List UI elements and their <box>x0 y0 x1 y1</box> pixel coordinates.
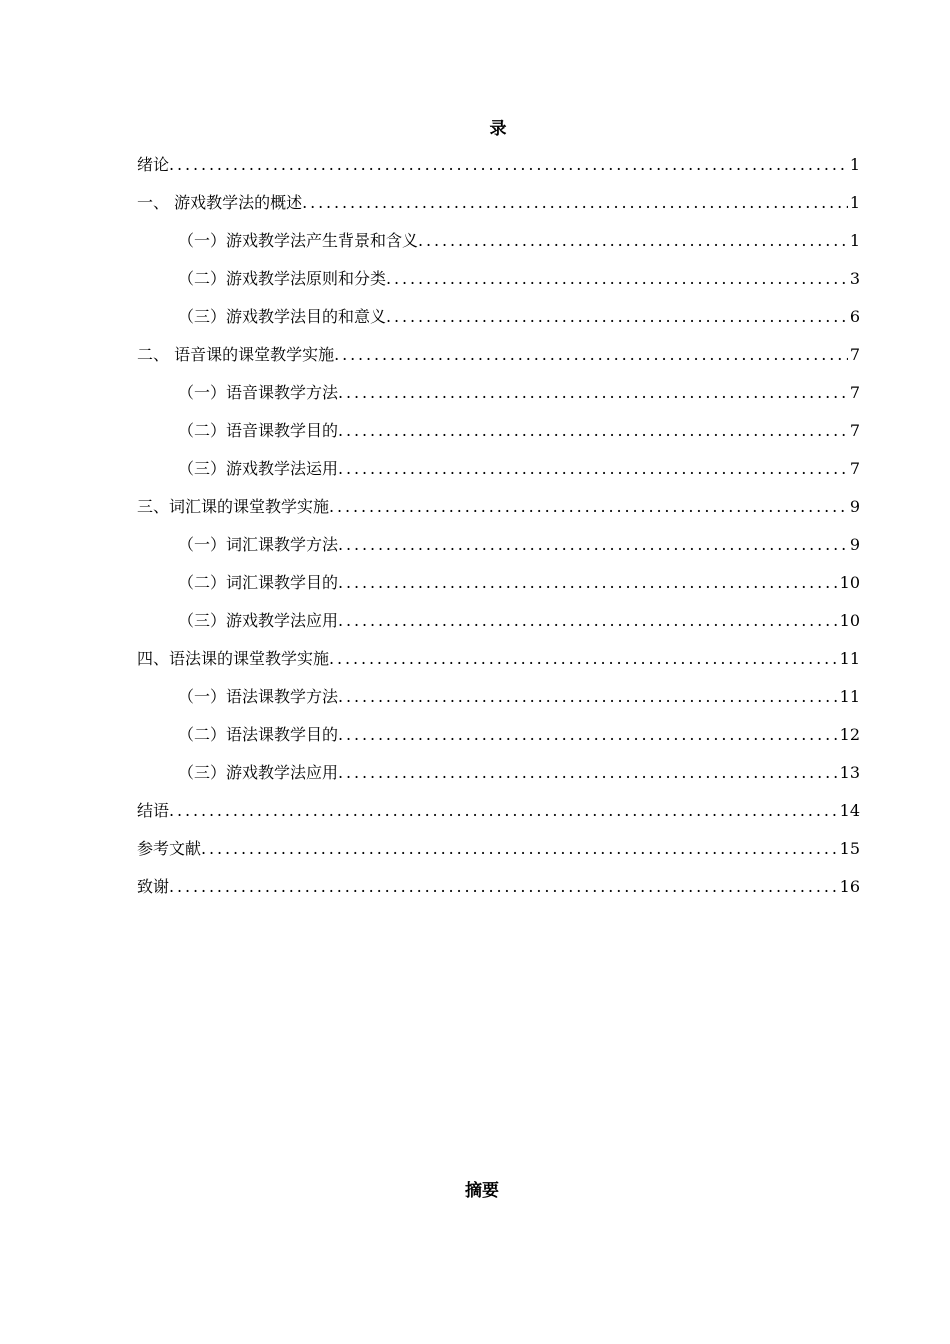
toc-entry-page: 1 <box>849 193 860 212</box>
toc-dot-leader <box>338 602 838 640</box>
toc-entry[interactable] <box>137 222 860 260</box>
toc-entry-label: 绪论 <box>137 155 170 174</box>
toc-dot-leader <box>338 716 838 754</box>
toc-entry[interactable] <box>137 602 860 640</box>
toc-entry[interactable] <box>137 868 860 906</box>
toc-entry[interactable] <box>137 716 860 754</box>
toc-dot-leader <box>338 678 838 716</box>
toc-entry-label: （三）游戏教学法应用 <box>178 763 339 782</box>
toc-entry-label: 致谢 <box>137 877 170 896</box>
toc-dot-leader <box>338 450 848 488</box>
toc-entry[interactable] <box>137 336 860 374</box>
toc-entry-page: 10 <box>839 611 860 630</box>
table-of-contents <box>137 146 860 906</box>
toc-dot-leader <box>169 792 838 830</box>
toc-entry-page: 14 <box>839 801 860 820</box>
toc-entry-page: 12 <box>839 725 860 744</box>
toc-entry-page: 3 <box>849 269 860 288</box>
toc-entry[interactable] <box>137 564 860 602</box>
toc-entry-label: 参考文献 <box>137 839 202 858</box>
toc-dot-leader <box>338 526 848 564</box>
toc-dot-leader <box>169 146 848 184</box>
toc-entry[interactable] <box>137 184 860 222</box>
toc-dot-leader <box>386 298 848 336</box>
toc-entry-page: 13 <box>839 763 860 782</box>
toc-entry-page: 9 <box>849 535 860 554</box>
toc-dot-leader <box>338 412 848 450</box>
toc-entry-label: 一、 游戏教学法的概述 <box>137 193 303 212</box>
toc-entry-page: 7 <box>849 383 860 402</box>
toc-entry-label: 二、 语音课的课堂教学实施 <box>137 345 335 364</box>
toc-entry-label: （三）游戏教学法目的和意义 <box>178 307 387 326</box>
toc-entry-page: 7 <box>849 345 860 364</box>
toc-dot-leader <box>418 222 848 260</box>
toc-dot-leader <box>386 260 848 298</box>
toc-entry-label: （一）语法课教学方法 <box>178 687 339 706</box>
toc-entry-label: （三）游戏教学法应用 <box>178 611 339 630</box>
toc-dot-leader <box>201 830 838 868</box>
toc-entry-page: 15 <box>839 839 860 858</box>
toc-entry-label: （一）游戏教学法产生背景和含义 <box>178 231 419 250</box>
toc-dot-leader <box>329 488 848 526</box>
toc-entry-label: 四、语法课的课堂教学实施 <box>137 649 330 668</box>
toc-dot-leader <box>329 640 838 678</box>
abstract-heading: 摘要 <box>465 1181 499 1201</box>
toc-entry[interactable] <box>137 640 860 678</box>
toc-entry-page: 9 <box>849 497 860 516</box>
toc-entry-page: 11 <box>839 649 860 668</box>
toc-entry-page: 1 <box>849 155 860 174</box>
toc-title: 录 <box>489 119 507 139</box>
toc-entry-page: 11 <box>839 687 860 706</box>
toc-entry-page: 7 <box>849 421 860 440</box>
toc-dot-leader <box>338 374 848 412</box>
toc-entry[interactable] <box>137 830 860 868</box>
toc-entry-page: 16 <box>839 877 860 896</box>
toc-entry[interactable] <box>137 526 860 564</box>
toc-entry-page: 1 <box>849 231 860 250</box>
toc-entry[interactable] <box>137 488 860 526</box>
toc-entry-label: （三）游戏教学法运用 <box>178 459 339 478</box>
toc-entry-label: （二）词汇课教学目的 <box>178 573 339 592</box>
toc-entry[interactable] <box>137 374 860 412</box>
toc-entry[interactable] <box>137 792 860 830</box>
toc-entry[interactable] <box>137 450 860 488</box>
toc-dot-leader <box>169 868 838 906</box>
toc-dot-leader <box>302 184 848 222</box>
toc-entry-label: （一）词汇课教学方法 <box>178 535 339 554</box>
toc-entry[interactable] <box>137 678 860 716</box>
toc-entry-label: （一）语音课教学方法 <box>178 383 339 402</box>
toc-entry[interactable] <box>137 146 860 184</box>
toc-entry-label: （二）语法课教学目的 <box>178 725 339 744</box>
toc-entry[interactable] <box>137 298 860 336</box>
toc-entry[interactable] <box>137 412 860 450</box>
toc-entry[interactable] <box>137 260 860 298</box>
toc-entry-label: 三、词汇课的课堂教学实施 <box>137 497 330 516</box>
toc-dot-leader <box>334 336 848 374</box>
toc-entry-page: 10 <box>839 573 860 592</box>
toc-entry[interactable] <box>137 754 860 792</box>
toc-entry-page: 7 <box>849 459 860 478</box>
toc-entry-page: 6 <box>849 307 860 326</box>
toc-dot-leader <box>338 754 838 792</box>
toc-entry-label: （二）语音课教学目的 <box>178 421 339 440</box>
toc-entry-label: 结语 <box>137 801 170 820</box>
toc-dot-leader <box>338 564 838 602</box>
toc-entry-label: （二）游戏教学法原则和分类 <box>178 269 387 288</box>
